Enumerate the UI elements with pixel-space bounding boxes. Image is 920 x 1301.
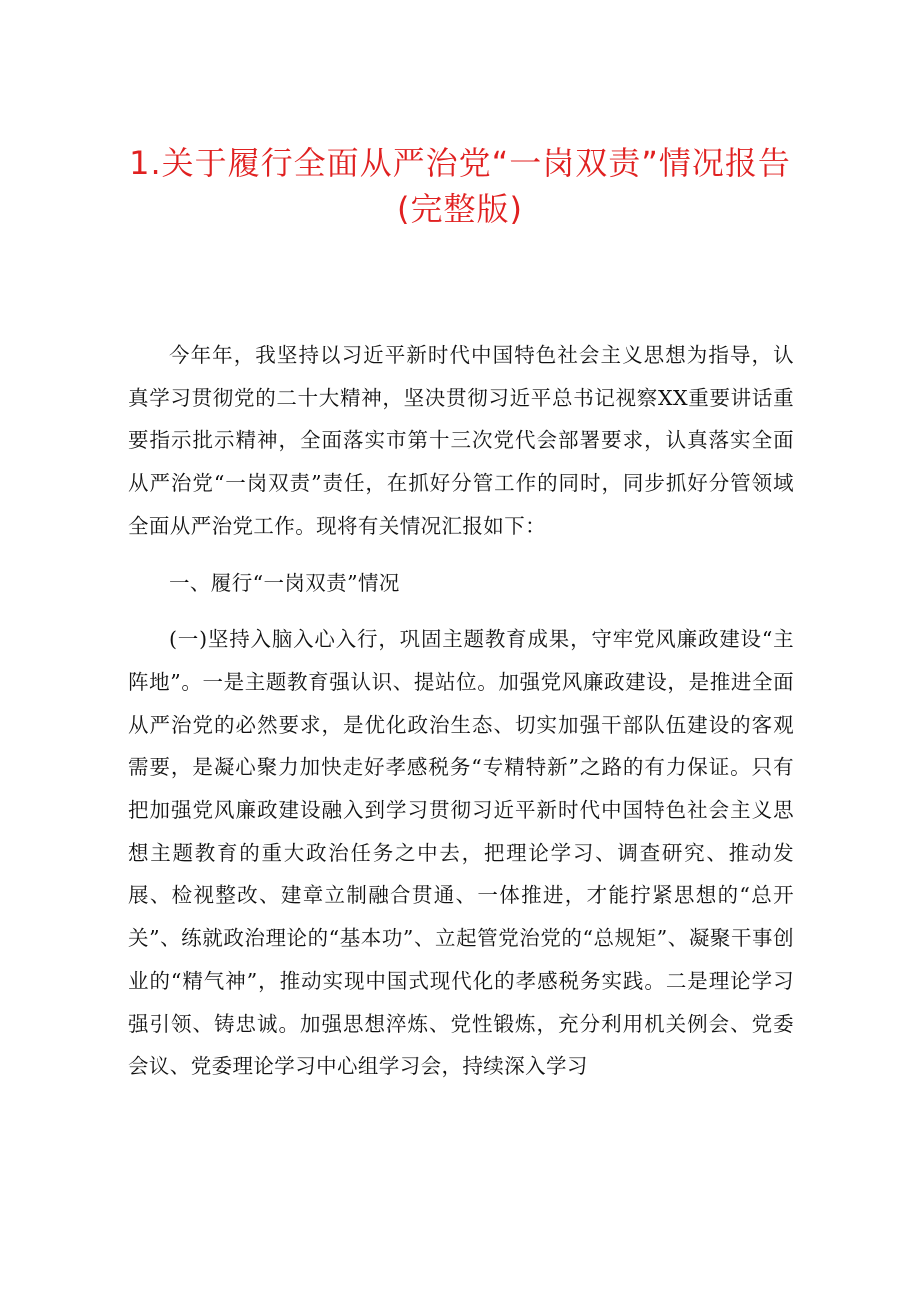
paragraph-section-1-1: (一)坚持入脑入心入行，巩固主题教育成果，守牢党风廉政建设“主阵地”。一是主题教育强认识、提站位。加强党风廉政建设，是推进全面从严治党的必然要求，是优化政治生态、切实加强干部队伍建设的客观需要，是凝心聚力加快走好孝感税务“专精特新”之路的有力保证。只有把加强党风廉政建设融入到学习贯彻习近平新时代中国特色社会主义思想主题教育的重大政治任务之中去，把理论学习、调查研究、推动发展、检视整改、建章立制融合贯通、一体推进，才能拧紧思想的“总开关”、练就政治理论的“基本功”、立起管党治党的“总规矩”、凝聚干事创业的“精气神”，推动实现中国式现代化的孝感税务实践。二是理论学习强引领、铸忠诚。加强思想淬炼、党性锻炼，充分利用机关例会、党委会议、党委理论学习中心组学习会，持续深入学习 xyxy=(128,627,794,1079)
document-title: 1.关于履行全面从严治党“一岗双责”情况报告(完整版) xyxy=(129,144,791,228)
paragraph-intro: 今年年，我坚持以习近平新时代中国特色社会主义思想为指导，认真学习贯彻党的二十大精神，坚决贯彻习近平总书记视察XX重要讲话重要指示批示精神，全面落实市第十三次党代会部署要求，认真落实全面从严治党“一岗双责”责任，在抓好分管工作的同时，同步抓好分管领域全面从严治党工作。现将有关情况汇报如下： xyxy=(128,343,794,538)
section-heading-1: 一、履行“一岗双责”情况 xyxy=(169,570,400,595)
document-body xyxy=(128,334,794,1088)
